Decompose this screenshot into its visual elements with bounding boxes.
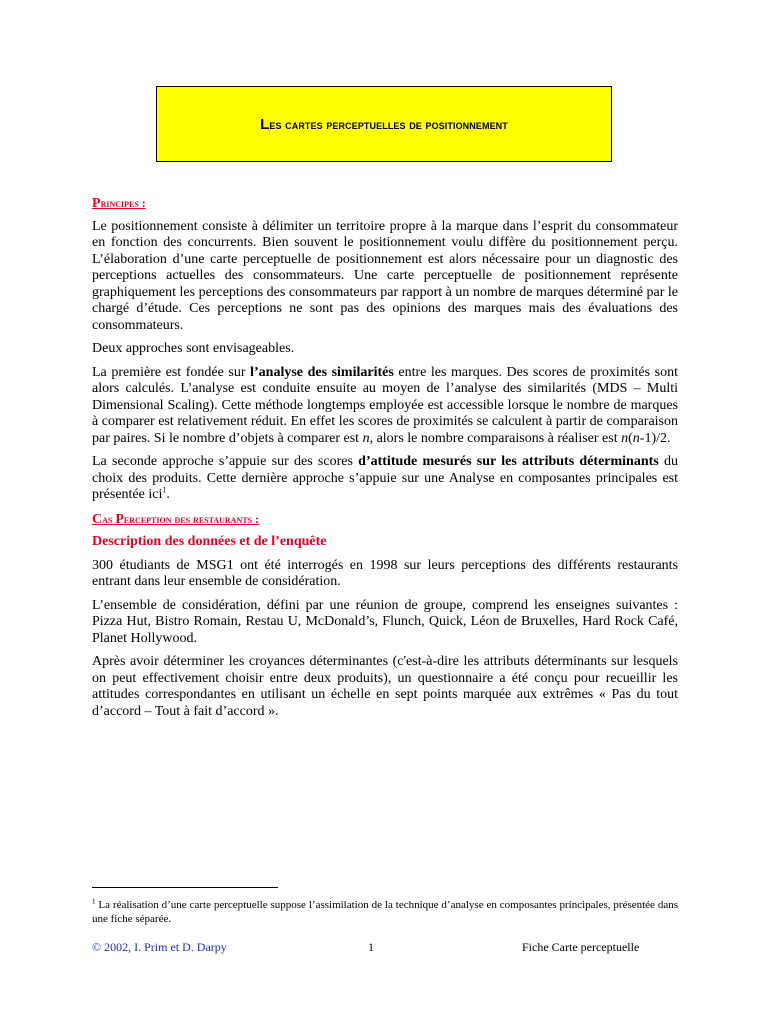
main-content: [92, 195, 678, 727]
p3-text-e: -1)/2.: [639, 430, 671, 446]
p3-text-d: (: [628, 430, 633, 446]
page-number: 1: [368, 940, 374, 954]
p3-text-a: La première est fondée sur: [92, 364, 251, 380]
footnote-text: La réalisation d’une carte perceptuelle suppose l’assimilation de la technique d’analyse en composantes principales, présentée dans une fiche séparée.: [92, 899, 678, 925]
document-label: Fiche Carte perceptuelle: [522, 940, 640, 954]
p3-text-c: , alors le nombre comparaisons à réaliser est: [369, 430, 622, 446]
footnote: [92, 898, 678, 926]
principes-paragraph-1: Le positionnement consiste à délimiter un territoire propre à la marque dans l’esprit du consommateur en fonction des concurrents. Bien souvent le positionnement voulu diffère du positionnement perçu. L’élaboration d’une carte perceptuelle de positionnement est alors nécessaire pour un diagnostic des perceptions actuelles des consommateurs. Une carte perceptuelle de positionnement représente graphiquement les perceptions des consommateurs par rapport à un nombre de marques déterminé par le chargé d’étude. Ces perceptions ne sont pas des opinions des marques mais des évaluations des consommateurs.: [92, 218, 678, 333]
p4-bold: d’attitude mesurés sur les attributs déterminants: [358, 454, 659, 469]
principes-paragraph-4: [92, 454, 678, 504]
principes-heading-initial: P: [92, 196, 101, 211]
p3-n3: n: [632, 430, 640, 446]
footnote-divider: [92, 887, 278, 888]
footnote-reference: 1: [162, 485, 167, 495]
p3-bold: l’analyse des similarités: [250, 364, 394, 380]
p3-text-b: entre les marques. Des scores de proximités sont alors calculés. L’analyse est conduite ensuite au moyen de l’analyse des similarités (MDS – Multi Dimensional Scaling). Cette méthode longtemps employée est accessible lorsque le nombre de marques à comparer est relativement réduit. En effet les scores de proximités se calculent à partir de comparaison par paires. Si le nombre d’objets à comparer est: [92, 364, 678, 446]
p4-text-a: La seconde approche s’appuie sur des scores: [92, 454, 359, 469]
cas-paragraph-1: 300 étudiants de MSG1 ont été interrogés en 1998 sur leurs perceptions des différents restaurants entrant dans leur ensemble de considération.: [92, 557, 678, 589]
principes-paragraph-2: Deux approches sont envisageables.: [92, 341, 295, 356]
document-title: [260, 116, 508, 133]
cas-heading: [92, 511, 678, 529]
cas-heading-b: erception des restaurants :: [123, 511, 260, 526]
cas-paragraph-2: L’ensemble de considération, défini par une réunion de groupe, comprend les enseignes suivantes : Pizza Hut, Bistro Romain, Restau U, McDonald’s, Flunch, Quick, Léon de Bruxelles, Hard Rock Café, Planet Hollywood.: [92, 597, 678, 646]
p3-n1: n: [362, 430, 370, 446]
cas-heading-initial-2: P: [115, 511, 124, 527]
copyright: © 2002, I. Prim et D. Darpy: [92, 940, 227, 954]
footnote-marker: 1: [92, 897, 96, 906]
p4-text-end: .: [166, 487, 170, 502]
title-rest: es cartes perceptuelles de positionnement: [269, 117, 508, 132]
p3-n2: n: [621, 430, 629, 446]
principes-heading: [92, 195, 678, 213]
principes-heading-rest: rincipes :: [100, 196, 146, 210]
title-initial: L: [260, 115, 270, 133]
title-box: [156, 86, 612, 162]
description-subheading: Description des données et de l’enquête: [92, 534, 327, 549]
principes-paragraph-3: [92, 365, 678, 448]
cas-paragraph-3: Après avoir déterminer les croyances déterminantes (c'est-à-dire les attributs déterminants sur lesquels on peut effectivement choisir entre deux produits), un questionnaire a été conçu pour recueillir les attitudes correspondantes en utilisant un échelle en sept points marquée aux extrêmes « Pas du tout d’accord – Tout à fait d’accord ».: [92, 654, 678, 719]
p4-text-b: du choix des produits. Cette dernière approche s’appuie sur une Analyse en composantes principales est présentée ici: [92, 454, 678, 502]
cas-heading-initial: C: [92, 511, 103, 527]
cas-heading-a: as: [102, 511, 116, 526]
